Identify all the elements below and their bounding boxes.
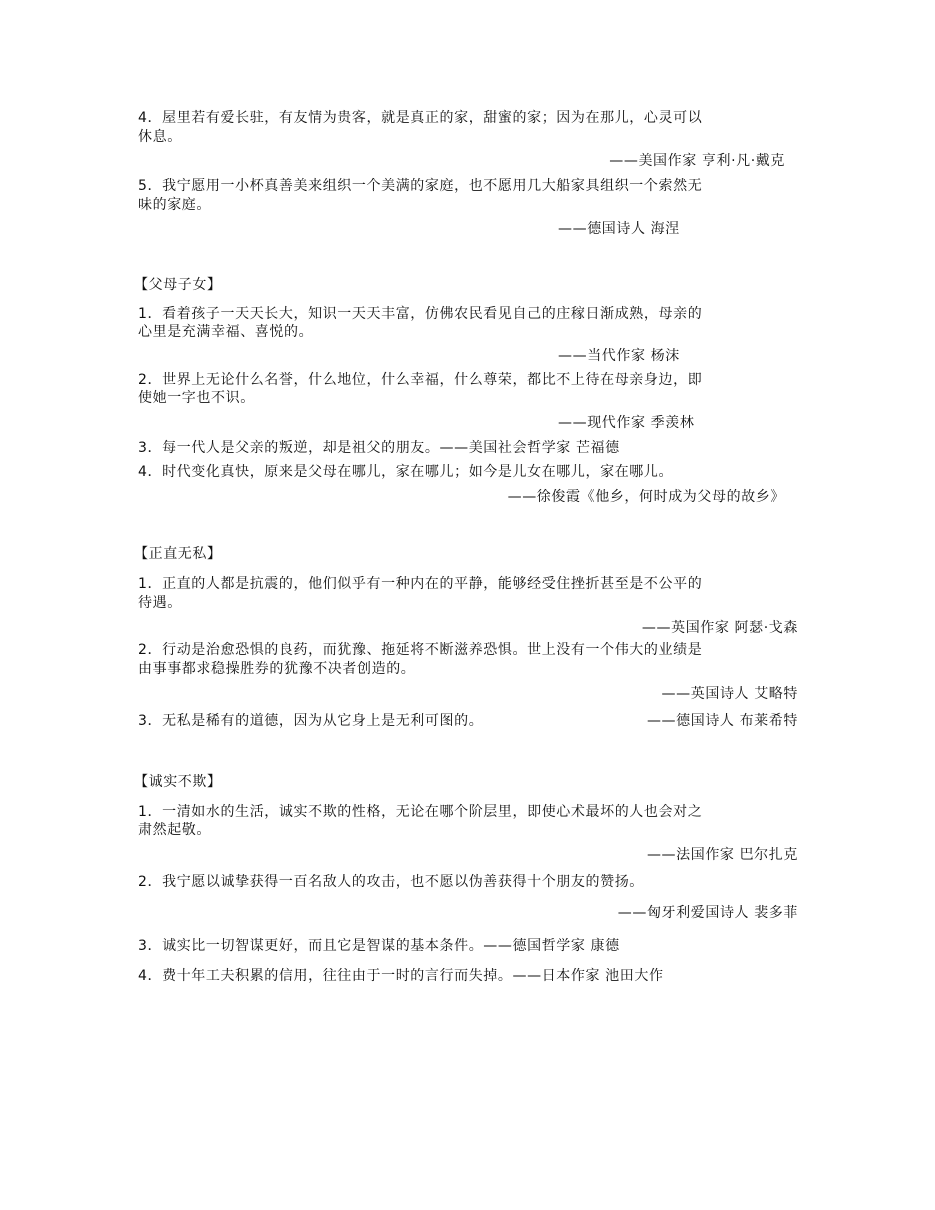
quote-line: 使她一字也不识。 [138, 390, 255, 406]
quote-attribution: ——现代作家 季羡林 [558, 415, 695, 431]
quote-line: 待遇。 [138, 595, 182, 611]
quote-line: 5．我宁愿用一小杯真善美来组织一个美满的家庭，也不愿用几大船家具组织一个索然无 [138, 178, 703, 194]
quote-line: 3．诚实比一切智谋更好，而且它是智谋的基本条件。——德国哲学家 康德 [138, 938, 620, 954]
quote-attribution: ——德国诗人 海涅 [558, 221, 680, 237]
quote-line: 2．世界上无论什么名誉，什么地位，什么幸福，什么尊荣，都比不上待在母亲身边，即 [138, 372, 703, 388]
quote-line: 肃然起敬。 [138, 822, 211, 838]
quote-line: 由事事都求稳操胜券的犹豫不决者创造的。 [138, 661, 416, 677]
quote-attribution: ——美国作家 亨利·凡·戴克 [609, 153, 785, 169]
quote-line: 1．正直的人都是抗震的，他们似乎有一种内在的平静，能够经受住挫折甚至是不公平的 [138, 576, 703, 592]
section-heading: 【诚实不欺】 [134, 774, 222, 790]
section-heading: 【正直无私】 [134, 546, 222, 562]
quote-attribution: ——德国诗人 布莱希特 [646, 713, 798, 729]
quote-line: 4．时代变化真快，原来是父母在哪儿，家在哪儿；如今是儿女在哪儿，家在哪儿。 [138, 464, 674, 480]
quote-line: 1．一清如水的生活，诚实不欺的性格，无论在哪个阶层里，即使心术最坏的人也会对之 [138, 804, 703, 820]
quote-line: 2．我宁愿以诚挚获得一百名敌人的攻击，也不愿以伪善获得十个朋友的赞扬。 [138, 874, 644, 890]
quote-line: 2．行动是治愈恐惧的良药，而犹豫、拖延将不断滋养恐惧。世上没有一个伟大的业绩是 [138, 642, 703, 658]
quote-line: 3．无私是稀有的道德，因为从它身上是无利可图的。 [138, 713, 484, 729]
quote-attribution: ——徐俊霞《他乡，何时成为父母的故乡》 [507, 489, 785, 505]
quote-attribution: ——英国作家 阿瑟·戈森 [641, 620, 798, 636]
quote-line: 休息。 [138, 129, 182, 145]
quote-line: 味的家庭。 [138, 197, 211, 213]
quote-line: 1．看着孩子一天天长大，知识一天天丰富，仿佛农民看见自己的庄稼日渐成熟，母亲的 [138, 306, 703, 322]
quote-line: 4．屋里若有爱长驻，有友情为贵客，就是真正的家，甜蜜的家；因为在那儿，心灵可以 [138, 110, 703, 126]
quote-line: 3．每一代人是父亲的叛逆，却是祖父的朋友。——美国社会哲学家 芒福德 [138, 440, 620, 456]
quote-attribution: ——英国诗人 艾略特 [661, 686, 798, 702]
quote-attribution: ——法国作家 巴尔扎克 [646, 847, 798, 863]
section-heading: 【父母子女】 [134, 277, 222, 293]
quote-line: 4．费十年工夫积累的信用，往往由于一时的言行而失掉。——日本作家 池田大作 [138, 968, 664, 984]
quote-attribution: ——当代作家 杨沫 [558, 348, 680, 364]
quote-attribution: ——匈牙利爱国诗人 裴多菲 [617, 905, 798, 921]
quote-line: 心里是充满幸福、喜悦的。 [138, 324, 314, 340]
